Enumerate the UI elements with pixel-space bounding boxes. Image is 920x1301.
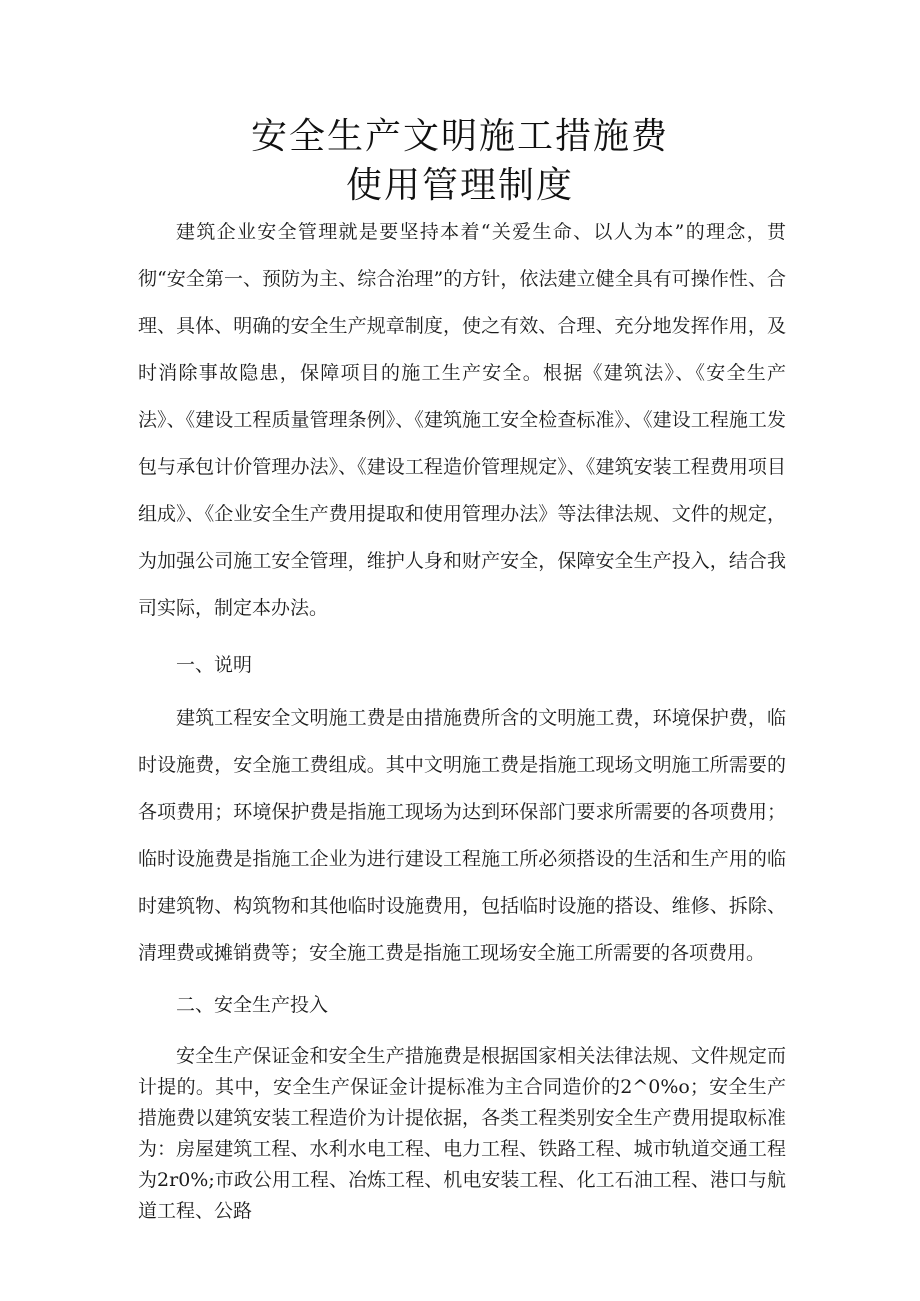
section2-heading: 二、安全生产投入 [176, 994, 329, 1016]
section1-heading: 一、说明 [176, 654, 253, 676]
document-title-line2: 使用管理制度 [345, 165, 574, 206]
section1-paragraph: 建筑工程安全文明施工费是由措施费所含的文明施工费，环境保护费，临时设施费，安全施工费组成。其中文明施工费是指施工现场文明施工所需要的各项费用；环境保护费是指施工现场为达到环保部门要求所需要的各项费用；临时设施费是指施工企业为进行建设工程施工所必须搭设的生活和生产用的临时建筑物、构筑物和其他临时设施费用，包括临时设施的搭设、维修、拆除、清理费或摊销费等；安全施工费是指施工现场安全施工所需要的各项费用。 [138, 707, 786, 964]
intro-paragraph: 建筑企业安全管理就是要坚持本着“关爱生命、以人为本”的理念，贯彻“安全第一、预防为主、综合治理”的方针，依法建立健全具有可操作性、合理、具体、明确的安全生产规章制度，使之有效、合理、充分地发挥作用，及时消除事故隐患，保障项目的施工生产安全。根据《建筑法》、《安全生产法》、《建设工程质量管理条例》、《建筑施工安全检查标准》、《建设工程施工发包与承包计价管理办法》、《建设工程造价管理规定》、《建筑安装工程费用项目组成》、《企业安全生产费用提取和使用管理办法》等法律法规、文件的规定，为加强公司施工安全管理，维护人身和财产安全，保障安全生产投入，结合我司实际，制定本办法。 [138, 221, 786, 619]
document-title-line1: 安全生产文明施工措施费 [250, 116, 669, 157]
section2-paragraph: 安全生产保证金和安全生产措施费是根据国家相关法律法规、文件规定而计提的。其中，安全生产保证金计提标准为主合同造价的2^0%o；安全生产措施费以建筑安装工程造价为计提依据，各类工程类别安全生产费用提取标准为：房屋建筑工程、水利水电工程、电力工程、铁路工程、城市轨道交通工程为2r0%;市政公用工程、冶炼工程、机电安装工程、化工石油工程、港口与航道工程、公路 [138, 1045, 786, 1222]
